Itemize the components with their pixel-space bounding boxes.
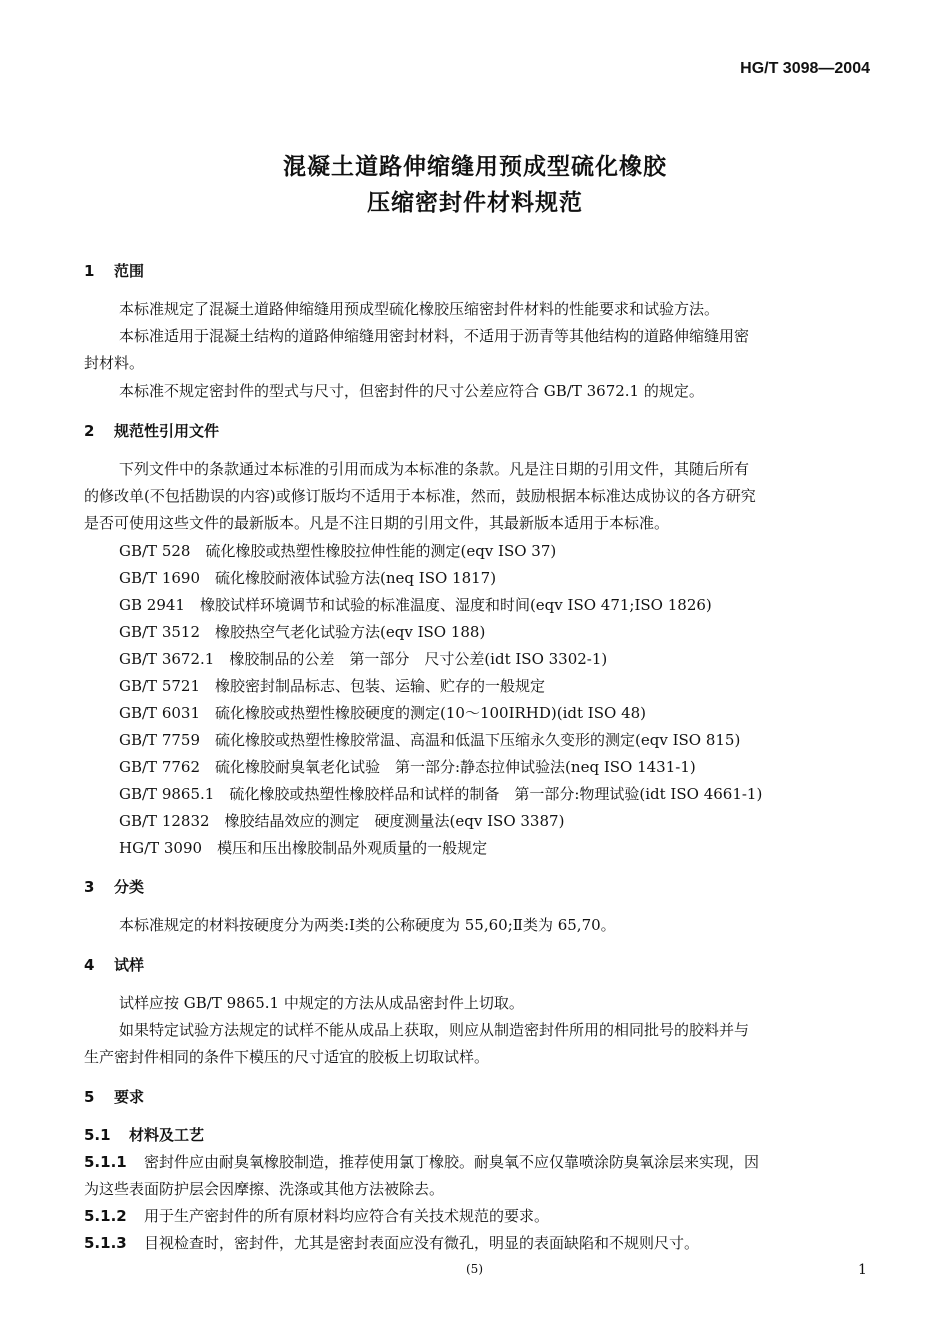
reference-item: GB/T 528 硫化橡胶或热塑性橡胶拉伸性能的测定(eqv ISO 37)	[119, 542, 557, 560]
title-line-1: 混凝土道路伸缩缝用预成型硫化橡胶	[283, 154, 667, 180]
section-4-heading: 4 试样	[84, 956, 145, 974]
clause-5-1-1-cont: 为这些表面防护层会因摩擦、洗涤或其他方法被除去。	[84, 1180, 445, 1198]
section-2-para-1a: 下列文件中的条款通过本标准的引用而成为本标准的条款。凡是注日期的引用文件，其随后所有	[119, 460, 750, 478]
reference-item: GB/T 7762 硫化橡胶耐臭氧老化试验 第一部分:静态拉伸试验法(neq ISO 1431-1)	[119, 758, 696, 776]
reference-item: GB/T 7759 硫化橡胶或热塑性橡胶常温、高温和低温下压缩永久变形的测定(eqv ISO 815)	[119, 731, 741, 749]
section-1-para-1: 本标准规定了混凝土道路伸缩缝用预成型硫化橡胶压缩密封件材料的性能要求和试验方法。	[119, 300, 720, 318]
reference-item: GB/T 5721 橡胶密封制品标志、包装、运输、贮存的一般规定	[119, 677, 546, 695]
reference-item: GB/T 9865.1 硫化橡胶或热塑性橡胶样品和试样的制备 第一部分:物理试验(idt ISO 4661-1)	[119, 785, 763, 803]
section-4-para-2a: 如果特定试验方法规定的试样不能从成品上获取，则应从制造密封件所用的相同批号的胶料并与	[119, 1021, 750, 1039]
section-1-para-2a: 本标准适用于混凝土结构的道路伸缩缝用密封材料，不适用于沥青等其他结构的道路伸缩缝用密	[119, 327, 750, 345]
section-4-para-1: 试样应按 GB/T 9865.1 中规定的方法从成品密封件上切取。	[119, 994, 524, 1012]
reference-item: GB/T 12832 橡胶结晶效应的测定 硬度测量法(eqv ISO 3387)	[119, 812, 565, 830]
page-number: 1	[858, 1262, 867, 1278]
section-5-1-heading: 5.1 材料及工艺	[84, 1126, 205, 1144]
section-5-heading: 5 要求	[84, 1088, 145, 1106]
reference-item: GB/T 3512 橡胶热空气老化试验方法(eqv ISO 188)	[119, 623, 486, 641]
clause-5-1-1: 5.1.1 密封件应由耐臭氧橡胶制造，推荐使用氯丁橡胶。耐臭氧不应仅靠喷涂防臭氧涂层来实现，因	[84, 1153, 760, 1171]
section-2-para-1c: 是否可使用这些文件的最新版本。凡是不注日期的引用文件，其最新版本适用于本标准。	[84, 514, 670, 532]
clause-5-1-3: 5.1.3 目视检查时，密封件，尤其是密封表面应没有微孔，明显的表面缺陷和不规则尺寸。	[84, 1234, 700, 1252]
section-1-para-2b: 封材料。	[84, 354, 145, 372]
section-1-para-3: 本标准不规定密封件的型式与尺寸，但密封件的尺寸公差应符合 GB/T 3672.1 的规定。	[119, 382, 704, 400]
reference-item: GB 2941 橡胶试样环境调节和试验的标准温度、湿度和时间(eqv ISO 471;ISO 1826)	[119, 596, 712, 614]
section-2-heading: 2 规范性引用文件	[84, 422, 220, 440]
reference-item: GB/T 6031 硫化橡胶或热塑性橡胶硬度的测定(10～100IRHD)(idt ISO 48)	[119, 704, 647, 722]
reference-item: HG/T 3090 模压和压出橡胶制品外观质量的一般规定	[119, 839, 488, 857]
title-line-2: 压缩密封件材料规范	[367, 190, 583, 216]
clause-5-1-2: 5.1.2 用于生产密封件的所有原材料均应符合有关技术规范的要求。	[84, 1207, 550, 1225]
section-1-heading: 1 范围	[84, 262, 145, 280]
section-3-para-1: 本标准规定的材料按硬度分为两类:Ⅰ类的公称硬度为 55,60;Ⅱ类为 65,70。	[119, 916, 616, 934]
section-2-para-1b: 的修改单(不包括勘误的内容)或修订版均不适用于本标准，然而，鼓励根据本标准达成协议的各方研究	[84, 487, 756, 505]
footer-page-ref: (5)	[466, 1262, 483, 1276]
section-4-para-2b: 生产密封件相同的条件下模压的尺寸适宜的胶板上切取试样。	[84, 1048, 490, 1066]
reference-item: GB/T 3672.1 橡胶制品的公差 第一部分 尺寸公差(idt ISO 3302-1)	[119, 650, 608, 668]
standard-code: HG/T 3098—2004	[740, 60, 870, 77]
reference-item: GB/T 1690 硫化橡胶耐液体试验方法(neq ISO 1817)	[119, 569, 497, 587]
section-3-heading: 3 分类	[84, 878, 145, 896]
